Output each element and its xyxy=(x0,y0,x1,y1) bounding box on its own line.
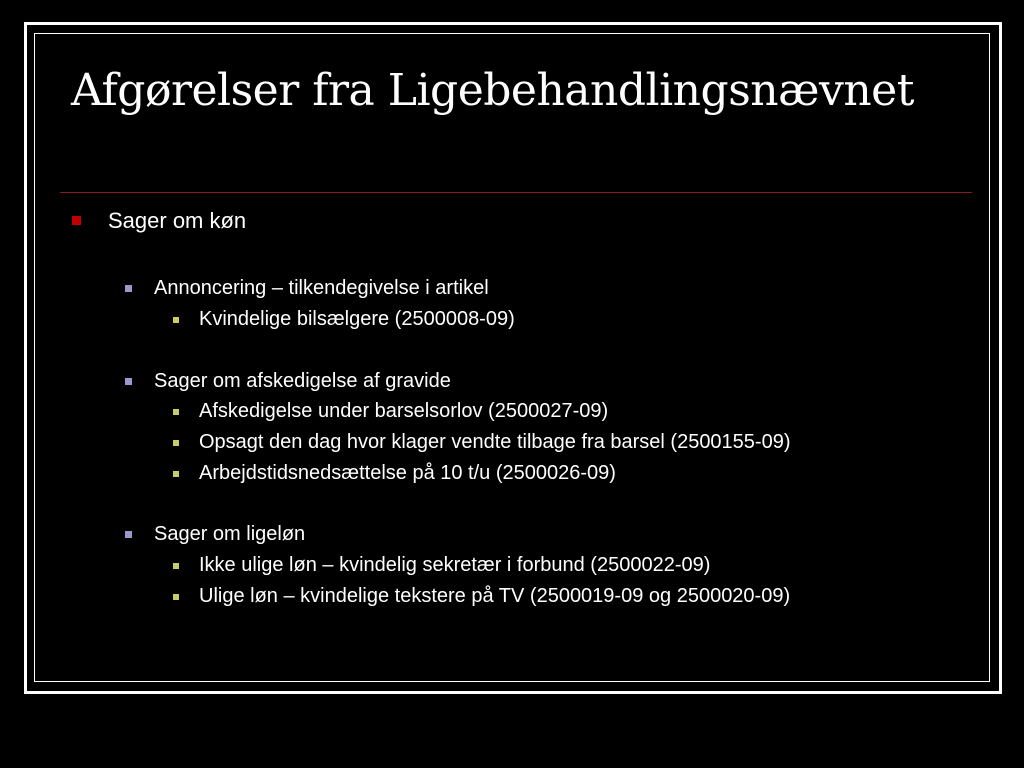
square-bullet-icon xyxy=(173,317,179,323)
bullet-item xyxy=(154,521,305,547)
bullet-text: Kvindelige bilsælgere (2500008-09) xyxy=(199,308,515,330)
square-bullet-icon xyxy=(173,471,179,477)
square-bullet-icon xyxy=(173,563,179,569)
bullet-item xyxy=(199,398,608,424)
bullet-text: Afskedigelse under barselsorlov (2500027-09) xyxy=(199,400,609,422)
bullet-text: Annoncering – tilkendegivelse i artikel xyxy=(154,277,489,299)
bullet-text: Ikke ulige løn – kvindelig sekretær i forbund (2500022-09) xyxy=(199,554,711,576)
square-bullet-icon xyxy=(173,594,179,600)
square-bullet-icon xyxy=(173,409,179,415)
bullet-item xyxy=(108,208,246,234)
square-bullet-icon xyxy=(125,531,132,538)
square-bullet-icon xyxy=(173,440,179,446)
bullet-item xyxy=(154,275,489,301)
bullet-text: Ulige løn – kvindelige tekstere på TV (2500019-09 og 2500020-09) xyxy=(199,585,791,607)
bullet-text: Arbejdstidsnedsættelse på 10 t/u (2500026-09) xyxy=(199,462,616,484)
bullet-item xyxy=(199,429,791,455)
bullet-text: Sager om ligeløn xyxy=(154,523,306,545)
slide-title: Afgørelser fra Ligebehandlingsnævnet xyxy=(71,65,914,116)
square-bullet-icon xyxy=(125,285,132,292)
bullet-item xyxy=(154,368,451,394)
bullet-item xyxy=(199,306,515,332)
bullet-item xyxy=(199,552,710,578)
square-bullet-icon xyxy=(72,216,81,225)
bullet-text: Sager om afskedigelse af gravide xyxy=(154,370,451,392)
bullet-item xyxy=(199,583,790,609)
square-bullet-icon xyxy=(125,378,132,385)
title-divider xyxy=(60,192,972,193)
bullet-text: Opsagt den dag hvor klager vendte tilbage fra barsel (2500155-09) xyxy=(199,431,791,453)
bullet-text: Sager om køn xyxy=(108,208,247,233)
bullet-item xyxy=(199,460,616,486)
